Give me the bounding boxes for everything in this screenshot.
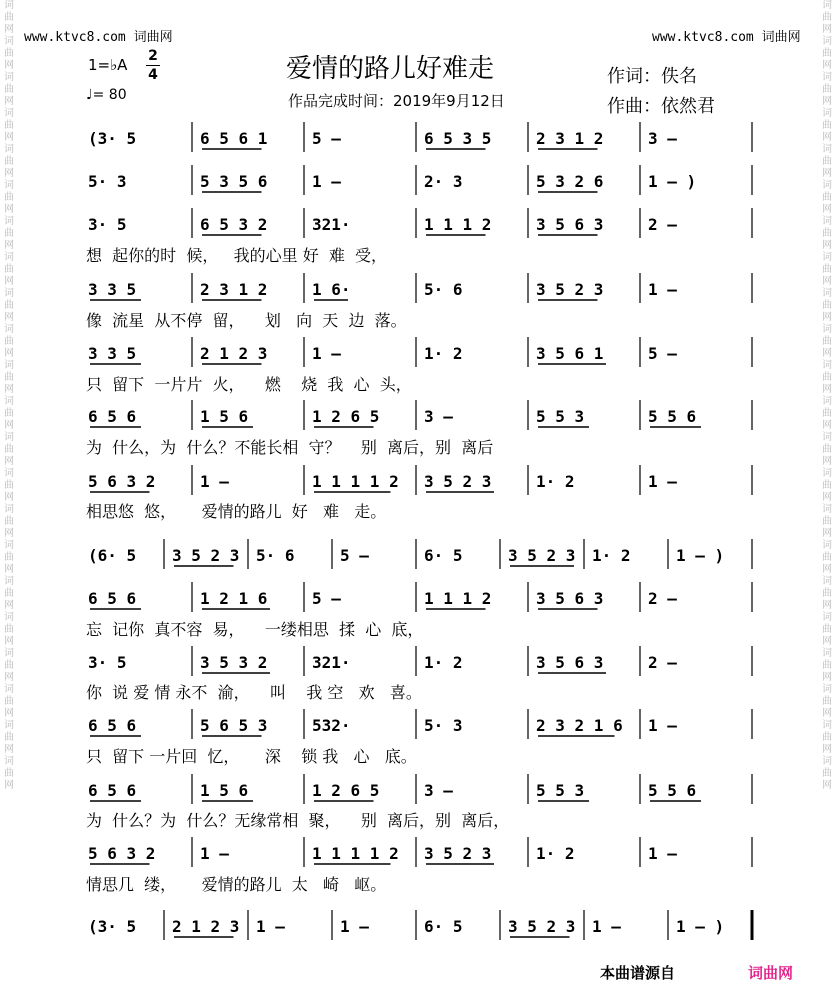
measure-notes: 3 5 6 3 [536,653,604,672]
lyric-line: 像 流星 从不停 留， 划 向 天 边 落。 [86,311,407,330]
measure-notes: 1 – [592,917,621,936]
measure-notes: 5 – [312,129,341,148]
measure-notes: 3· 5 [88,215,127,234]
tempo-mark: ♩= 80 [86,87,127,103]
measure-notes: 2· 3 [424,172,463,191]
measure-notes: 1 1 1 2 [424,589,492,608]
measure-notes: 1 – [340,917,369,936]
measure-notes: 1· 2 [536,472,575,491]
measure-notes: 5 6 5 3 [200,716,268,735]
measure-notes: 532· [312,716,351,735]
measure-notes: 1 – ) [648,172,697,191]
lyric-line: 为 什么，为 什么？不能长相 守？ 别 离后，别 离后 [86,438,494,457]
measure-notes: 5· 3 [424,716,463,735]
completion-date: 作品完成时间：2019年9月12日 [288,92,505,110]
lyric-line: 你 说 爱 情 永不 渝， 叫 我 空 欢 喜。 [86,683,422,702]
measure-notes: 6 5 6 [88,781,137,800]
time-signature [146,48,160,83]
notation-line [0,772,839,802]
measure-notes: 3 5 2 3 [536,280,604,299]
score-line [0,120,839,150]
measure-notes: 3 – [648,129,677,148]
measure-notes: 3 3 5 [88,344,137,363]
measure-notes: 1 1 1 2 [424,215,492,234]
measure-notes: 5· 6 [424,280,463,299]
measure-notes: 1· 2 [592,546,631,565]
measure-notes: 5 – [312,589,341,608]
measure-notes: 6· 5 [424,917,463,936]
score-line [0,537,839,567]
measure-notes: (3· 5 [88,129,137,148]
notation-line [0,835,839,865]
measure-notes: 5· 3 [88,172,127,191]
lyricist-credit: 作词：佚名 [607,66,697,87]
measure-notes: 6 5 3 2 [200,215,268,234]
measure-notes: 3 5 2 3 [508,546,576,565]
lyric-line: 只 留下 一片片 火， 燃 烧 我 心 头， [86,375,412,394]
measure-notes: 6 5 6 [88,716,137,735]
measure-notes: 1 1 1 1 2 [312,472,399,491]
right-side-watermark: 词曲网词曲网词曲网词曲网词曲网词曲网词曲网词曲网词曲网词曲网词曲网词曲网词曲网词曲网词曲网词曲网词曲网词曲网词曲网词曲网词曲网词曲网 [822,0,832,791]
measure-notes: 1· 2 [424,653,463,672]
measure-notes: 1 2 1 6 [200,589,268,608]
measure-notes: 3 3 5 [88,280,137,299]
notation-line [0,335,839,365]
lyric-line: 情思几 缕， 爱情的路儿 太 崎 岖。 [86,875,387,894]
measure-notes: 321· [312,215,351,234]
measure-notes: 1 2 6 5 [312,407,380,426]
measure-notes: 5 – [340,546,369,565]
measure-notes: 3 5 6 1 [536,344,604,363]
measure-notes: 1 – ) [676,917,725,936]
site-watermark-right: www.ktvc8.com 词曲网 [652,30,801,45]
score-line [0,163,839,193]
measure-notes: (3· 5 [88,917,137,936]
measure-notes: (6· 5 [88,546,137,565]
measure-notes: 3 – [424,781,453,800]
score-line [0,271,839,301]
measure-notes: 1 – [648,280,677,299]
measure-notes: 3 – [424,407,453,426]
measure-notes: 1 – [648,716,677,735]
measure-notes: 5 3 2 6 [536,172,604,191]
notation-line [0,580,839,610]
time-signature-bottom: 4 [148,67,158,83]
score-line [0,772,839,802]
measure-notes: 3 5 2 3 [172,546,240,565]
score-line [0,398,839,428]
notation-line [0,271,839,301]
measure-notes: 1 – [312,344,341,363]
measure-notes: 5 5 6 [648,407,697,426]
measure-notes: 1 – [648,844,677,863]
time-signature-top: 2 [148,48,158,64]
measure-notes: 5 5 3 [536,781,585,800]
measure-notes: 2 3 1 2 [200,280,268,299]
measure-notes: 6· 5 [424,546,463,565]
measure-notes: 2 – [648,653,677,672]
score-line [0,580,839,610]
measure-notes: 5· 6 [256,546,295,565]
measure-notes: 6 5 3 5 [424,129,492,148]
measure-notes: 5 6 3 2 [88,472,156,491]
measure-notes: 2 – [648,589,677,608]
measure-notes: 3 5 3 2 [200,653,268,672]
measure-notes: 5 6 3 2 [88,844,156,863]
lyric-line: 相思悠 悠， 爱情的路儿 好 难 走。 [86,502,387,521]
measure-notes: 2 1 2 3 [172,917,240,936]
score-line [0,707,839,737]
measure-notes: 6 5 6 [88,589,137,608]
measure-notes: 1 – [200,844,229,863]
measure-notes: 5 – [648,344,677,363]
score-line [0,908,839,938]
measure-notes: 3 5 2 3 [508,917,576,936]
score-line [0,835,839,865]
measure-notes: 3 5 2 3 [424,844,492,863]
notation-line [0,120,839,150]
source-site-link[interactable]: 词曲网 [748,964,794,982]
measure-notes: 6 5 6 1 [200,129,268,148]
key-signature: 1=♭A [88,56,128,74]
score-line [0,463,839,493]
measure-notes: 5 3 5 6 [200,172,268,191]
measure-notes: 1 2 6 5 [312,781,380,800]
score-line [0,206,839,236]
measure-notes: 1 – [648,472,677,491]
measure-notes: 1 – [256,917,285,936]
composer-credit: 作曲：依然君 [607,96,715,117]
measure-notes: 5 5 6 [648,781,697,800]
measure-notes: 3 5 6 3 [536,215,604,234]
notation-line [0,908,839,938]
source-label: 本曲谱源自 [600,964,676,982]
site-watermark-left: www.ktvc8.com 词曲网 [24,30,173,45]
score-line [0,644,839,674]
measure-notes: 2 1 2 3 [200,344,268,363]
notation-line [0,206,839,236]
measure-notes: 3 5 6 3 [536,589,604,608]
lyric-line: 想 起你的时 候， 我的心里 好 难 受， [86,246,388,265]
lyric-line: 为 什么？为 什么？无缘常相 聚， 别 离后，别 离后， [86,811,510,830]
lyric-line: 只 留下 一片回 忆， 深 锁 我 心 底。 [86,747,417,766]
measure-notes: 2 – [648,215,677,234]
measure-notes: 3· 5 [88,653,127,672]
left-side-watermark: 词曲网词曲网词曲网词曲网词曲网词曲网词曲网词曲网词曲网词曲网词曲网词曲网词曲网词曲网词曲网词曲网词曲网词曲网词曲网词曲网词曲网词曲网 [4,0,14,791]
measure-notes: 3 5 2 3 [424,472,492,491]
score-line [0,335,839,365]
measure-notes: 1 6· [312,280,351,299]
measure-notes: 2 3 1 2 [536,129,604,148]
notation-line [0,644,839,674]
measure-notes: 6 5 6 [88,407,137,426]
notation-line [0,707,839,737]
measure-notes: 1 1 1 1 2 [312,844,399,863]
measure-notes: 1 5 6 [200,781,249,800]
measure-notes: 1 5 6 [200,407,249,426]
measure-notes: 1· 2 [424,344,463,363]
measure-notes: 5 5 3 [536,407,585,426]
song-title: 爱情的路儿好难走 [286,54,495,84]
measure-notes: 1 – ) [676,546,725,565]
notation-line [0,463,839,493]
measure-notes: 2 3 2 1 6 [536,716,623,735]
lyric-line: 忘 记你 真不容 易， 一缕相思 揉 心 底， [86,620,424,639]
measure-notes: 1· 2 [536,844,575,863]
notation-line [0,163,839,193]
measure-notes: 321· [312,653,351,672]
notation-line [0,398,839,428]
measure-notes: 1 – [200,472,229,491]
measure-notes: 1 – [312,172,341,191]
notation-line [0,537,839,567]
